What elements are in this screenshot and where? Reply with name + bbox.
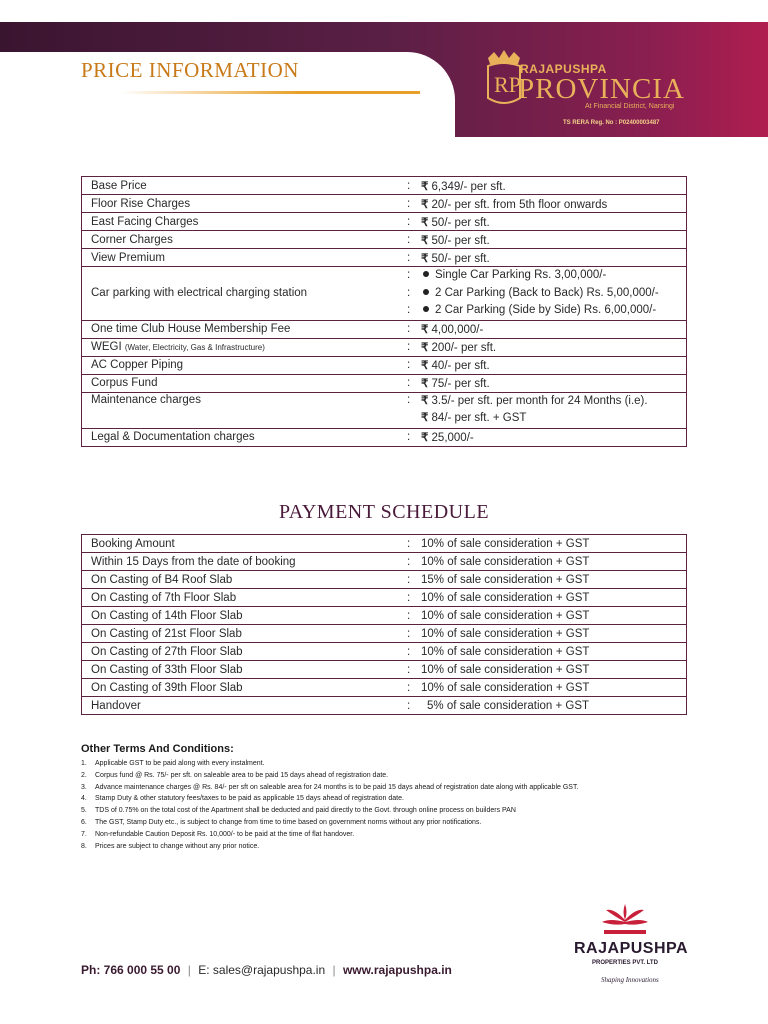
company-subtitle: PROPERTIES PVT. LTD — [592, 960, 658, 966]
row-value — [421, 392, 687, 428]
row-label: View Premium — [82, 249, 408, 267]
term-text: Prices are subject to change without any prior notice. — [95, 842, 260, 850]
table-row — [82, 697, 687, 715]
row-separator: : — [407, 607, 421, 625]
table-row — [82, 338, 687, 356]
value-text: 40/- per sft. — [431, 360, 490, 372]
term-text: The GST, Stamp Duty etc., is subject to change from time to time based on government norms without any prior notifications. — [95, 818, 482, 826]
value-text: 4,00,000/- — [431, 324, 484, 336]
row-separator: : — [407, 428, 421, 446]
row-separator: : — [407, 374, 421, 392]
row-value: 10% of sale consideration + GST — [421, 661, 687, 679]
value-text: 3.5/- per sft. per month for 24 Months (i.e). — [431, 395, 648, 407]
table-row — [82, 661, 687, 679]
row-separator: : — [407, 661, 421, 679]
row-label: Floor Rise Charges — [82, 195, 408, 213]
row-separator: : — [407, 697, 421, 715]
rupee-icon: ₹ — [421, 342, 429, 354]
value-text: 25,000/- — [431, 432, 474, 444]
row-label: On Casting of 27th Floor Slab — [82, 643, 408, 661]
rupee-icon: ₹ — [421, 395, 429, 407]
table-row — [82, 374, 687, 392]
row-value: 10% of sale consideration + GST — [421, 553, 687, 571]
row-label: Base Price — [82, 177, 408, 195]
page-title: PRICE INFORMATION — [81, 58, 299, 82]
value-text: 84/- per sft. + GST — [431, 412, 527, 424]
row-value — [421, 195, 687, 213]
table-row — [82, 553, 687, 571]
row-separator: : — [407, 231, 421, 249]
list-item: 3. Advance maintenance charges @ Rs. 84/- per sft on saleable area for 24 months is to be paid 15 days ahead of registration date along with applicable GST. — [81, 783, 579, 791]
table-row — [82, 320, 687, 338]
row-separator: : — [407, 535, 421, 553]
term-text: Non-refundable Caution Deposit Rs. 10,000/- to be paid at the time of flat handover. — [95, 830, 355, 838]
term-text: Applicable GST to be paid along with every instalment. — [95, 760, 265, 767]
row-label — [82, 338, 408, 356]
list-item: 2. Corpus fund @ Rs. 75/- per sft. on saleable area to be paid 15 days ahead of registration date. — [81, 771, 389, 779]
row-label: Legal & Documentation charges — [82, 428, 408, 446]
row-label: Car parking with electrical charging station — [82, 267, 408, 321]
row-separator: : — [407, 177, 421, 195]
value-text: 75/- per sft. — [431, 378, 490, 390]
table-row — [82, 392, 687, 428]
header-gold-rule — [120, 91, 420, 94]
row-separator: : — [407, 643, 421, 661]
bullet-icon — [423, 271, 429, 277]
row-separator: : — [407, 195, 421, 213]
separator: : — [407, 286, 411, 299]
row-label: Corner Charges — [82, 231, 408, 249]
row-separator — [407, 267, 421, 321]
term-text: Stamp Duty & other statutory fees/taxes to be paid as applicable 15 days ahead of registration date. — [95, 795, 404, 803]
rupee-icon: ₹ — [421, 324, 429, 336]
row-value: 10% of sale consideration + GST — [421, 535, 687, 553]
row-value — [421, 213, 687, 231]
rajapushpa-flower-logo-icon — [600, 900, 650, 938]
table-row — [82, 571, 687, 589]
table-row — [82, 249, 687, 267]
table-row — [82, 589, 687, 607]
payment-schedule-title: PAYMENT SCHEDULE — [278, 501, 490, 523]
row-value: 10% of sale consideration + GST — [421, 679, 687, 697]
value-text: 6,349/- per sft. — [431, 180, 506, 193]
separator: : — [407, 304, 411, 316]
row-value — [421, 267, 687, 321]
parking-option: Single Car Parking Rs. 3,00,000/- — [435, 269, 607, 281]
rupee-icon: ₹ — [421, 216, 429, 229]
table-row — [82, 643, 687, 661]
row-label: On Casting of 39th Floor Slab — [82, 679, 408, 697]
list-item: 4. Stamp Duty & other statutory fees/taxes to be paid as applicable 15 days ahead of registration date. — [81, 795, 404, 803]
value-text: 50/- per sft. — [431, 216, 490, 229]
row-value — [421, 338, 687, 356]
row-separator: : — [407, 356, 421, 374]
row-separator: : — [407, 392, 421, 428]
rupee-icon: ₹ — [421, 360, 429, 372]
separator: : — [407, 269, 411, 281]
bullet-icon — [423, 289, 429, 295]
row-label: East Facing Charges — [82, 213, 408, 231]
row-label: On Casting of 7th Floor Slab — [82, 589, 408, 607]
row-label: Maintenance charges — [82, 392, 408, 428]
table-row — [82, 535, 687, 553]
row-label: One time Club House Membership Fee — [82, 320, 408, 338]
table-row — [82, 267, 687, 321]
table-row — [82, 177, 687, 195]
row-value — [421, 231, 687, 249]
row-label: On Casting of 21st Floor Slab — [82, 625, 408, 643]
rupee-icon: ₹ — [421, 412, 429, 424]
terms-list — [81, 758, 701, 852]
rupee-icon: ₹ — [421, 180, 429, 193]
company-name: RAJAPUSHPA — [574, 940, 689, 957]
row-value: 10% of sale consideration + GST — [421, 625, 687, 643]
value-text: 50/- per sft. — [431, 252, 490, 265]
list-item: 6. The GST, Stamp Duty etc., is subject to change from time to time based on government norms without any prior notifications. — [81, 818, 482, 826]
row-label: AC Copper Piping — [82, 356, 408, 374]
table-row — [82, 231, 687, 249]
row-value — [421, 374, 687, 392]
rupee-icon: ₹ — [421, 198, 429, 211]
parking-option: 2 Car Parking (Back to Back) Rs. 5,00,000/- — [435, 286, 659, 299]
rupee-icon: ₹ — [421, 234, 429, 247]
rupee-icon: ₹ — [421, 378, 429, 390]
svg-text:RP: RP — [494, 72, 521, 97]
row-label: Corpus Fund — [82, 374, 408, 392]
row-label: Within 15 Days from the date of booking — [82, 553, 408, 571]
row-separator: : — [407, 320, 421, 338]
logo-project: PROVINCIA — [518, 73, 685, 105]
row-separator: : — [407, 213, 421, 231]
table-row — [82, 213, 687, 231]
row-value — [421, 320, 687, 338]
value-text: 20/- per sft. from 5th floor onwards — [431, 198, 608, 211]
row-value: 5% of sale consideration + GST — [421, 697, 687, 715]
row-separator: : — [407, 589, 421, 607]
row-label: On Casting of B4 Roof Slab — [82, 571, 408, 589]
row-separator: : — [407, 625, 421, 643]
label-text: WEGI — [91, 341, 122, 353]
list-item: 8. Prices are subject to change without any prior notice. — [81, 842, 260, 850]
footer-contact — [81, 963, 452, 977]
divider: | — [332, 963, 336, 977]
row-value: 10% of sale consideration + GST — [421, 589, 687, 607]
list-item: 1. Applicable GST to be paid along with every instalment. — [81, 760, 265, 767]
list-item: 5. TDS of 0.75% on the total cost of the Apartment shall be deducted and paid directly to the Govt. through online process on builders PAN — [81, 807, 516, 815]
value-text: 200/- per sft. — [431, 342, 497, 354]
row-label: Booking Amount — [82, 535, 408, 553]
row-value — [421, 249, 687, 267]
term-text: TDS of 0.75% on the total cost of the Apartment shall be deducted and paid directly to the Govt. through online process on builders PAN — [95, 807, 516, 815]
table-row — [82, 195, 687, 213]
row-label: On Casting of 14th Floor Slab — [82, 607, 408, 625]
table-row — [82, 679, 687, 697]
logo-brand: RAJAPUSHPA — [520, 62, 607, 76]
bullet-icon — [423, 306, 429, 312]
table-row — [82, 428, 687, 446]
row-value: 10% of sale consideration + GST — [421, 643, 687, 661]
row-separator: : — [407, 571, 421, 589]
rera-number: TS RERA Reg. No : P02400003487 — [563, 120, 660, 126]
row-value — [421, 428, 687, 446]
list-item: 7. Non-refundable Caution Deposit Rs. 10,000/- to be paid at the time of flat handover. — [81, 830, 355, 838]
rupee-icon: ₹ — [421, 252, 429, 265]
phone-number: Ph: 766 000 55 00 — [81, 963, 181, 977]
table-row — [82, 607, 687, 625]
company-tagline: Shaping Innovations — [601, 976, 659, 984]
row-value: 10% of sale consideration + GST — [421, 607, 687, 625]
row-value: 15% of sale consideration + GST — [421, 571, 687, 589]
table-row — [82, 356, 687, 374]
logo-location: At Financial District, Narsingi — [585, 103, 675, 110]
divider: | — [187, 963, 191, 977]
row-label: On Casting of 33th Floor Slab — [82, 661, 408, 679]
term-text: Advance maintenance charges @ Rs. 84/- per sft on saleable area for 24 months is to be paid 15 days ahead of registration date along with applicable GST. — [95, 783, 579, 791]
rupee-icon: ₹ — [421, 432, 429, 444]
row-value — [421, 177, 687, 195]
row-separator: : — [407, 249, 421, 267]
price-table — [81, 176, 687, 447]
payment-table — [81, 534, 687, 715]
parking-option: 2 Car Parking (Side by Side) Rs. 6,00,000/- — [435, 304, 657, 316]
term-text: Corpus fund @ Rs. 75/- per sft. on saleable area to be paid 15 days ahead of registration date. — [95, 771, 389, 779]
website-link[interactable]: www.rajapushpa.in — [342, 963, 452, 977]
row-separator: : — [407, 679, 421, 697]
table-row — [82, 625, 687, 643]
row-label: Handover — [82, 697, 408, 715]
label-note: (Water, Electricity, Gas & Infrastructure) — [124, 343, 265, 352]
value-text: 50/- per sft. — [431, 234, 490, 247]
row-separator: : — [407, 338, 421, 356]
row-value — [421, 356, 687, 374]
email-link[interactable]: E: sales@rajapushpa.in — [198, 963, 326, 977]
row-separator: : — [407, 553, 421, 571]
terms-title: Other Terms And Conditions: — [81, 743, 234, 755]
